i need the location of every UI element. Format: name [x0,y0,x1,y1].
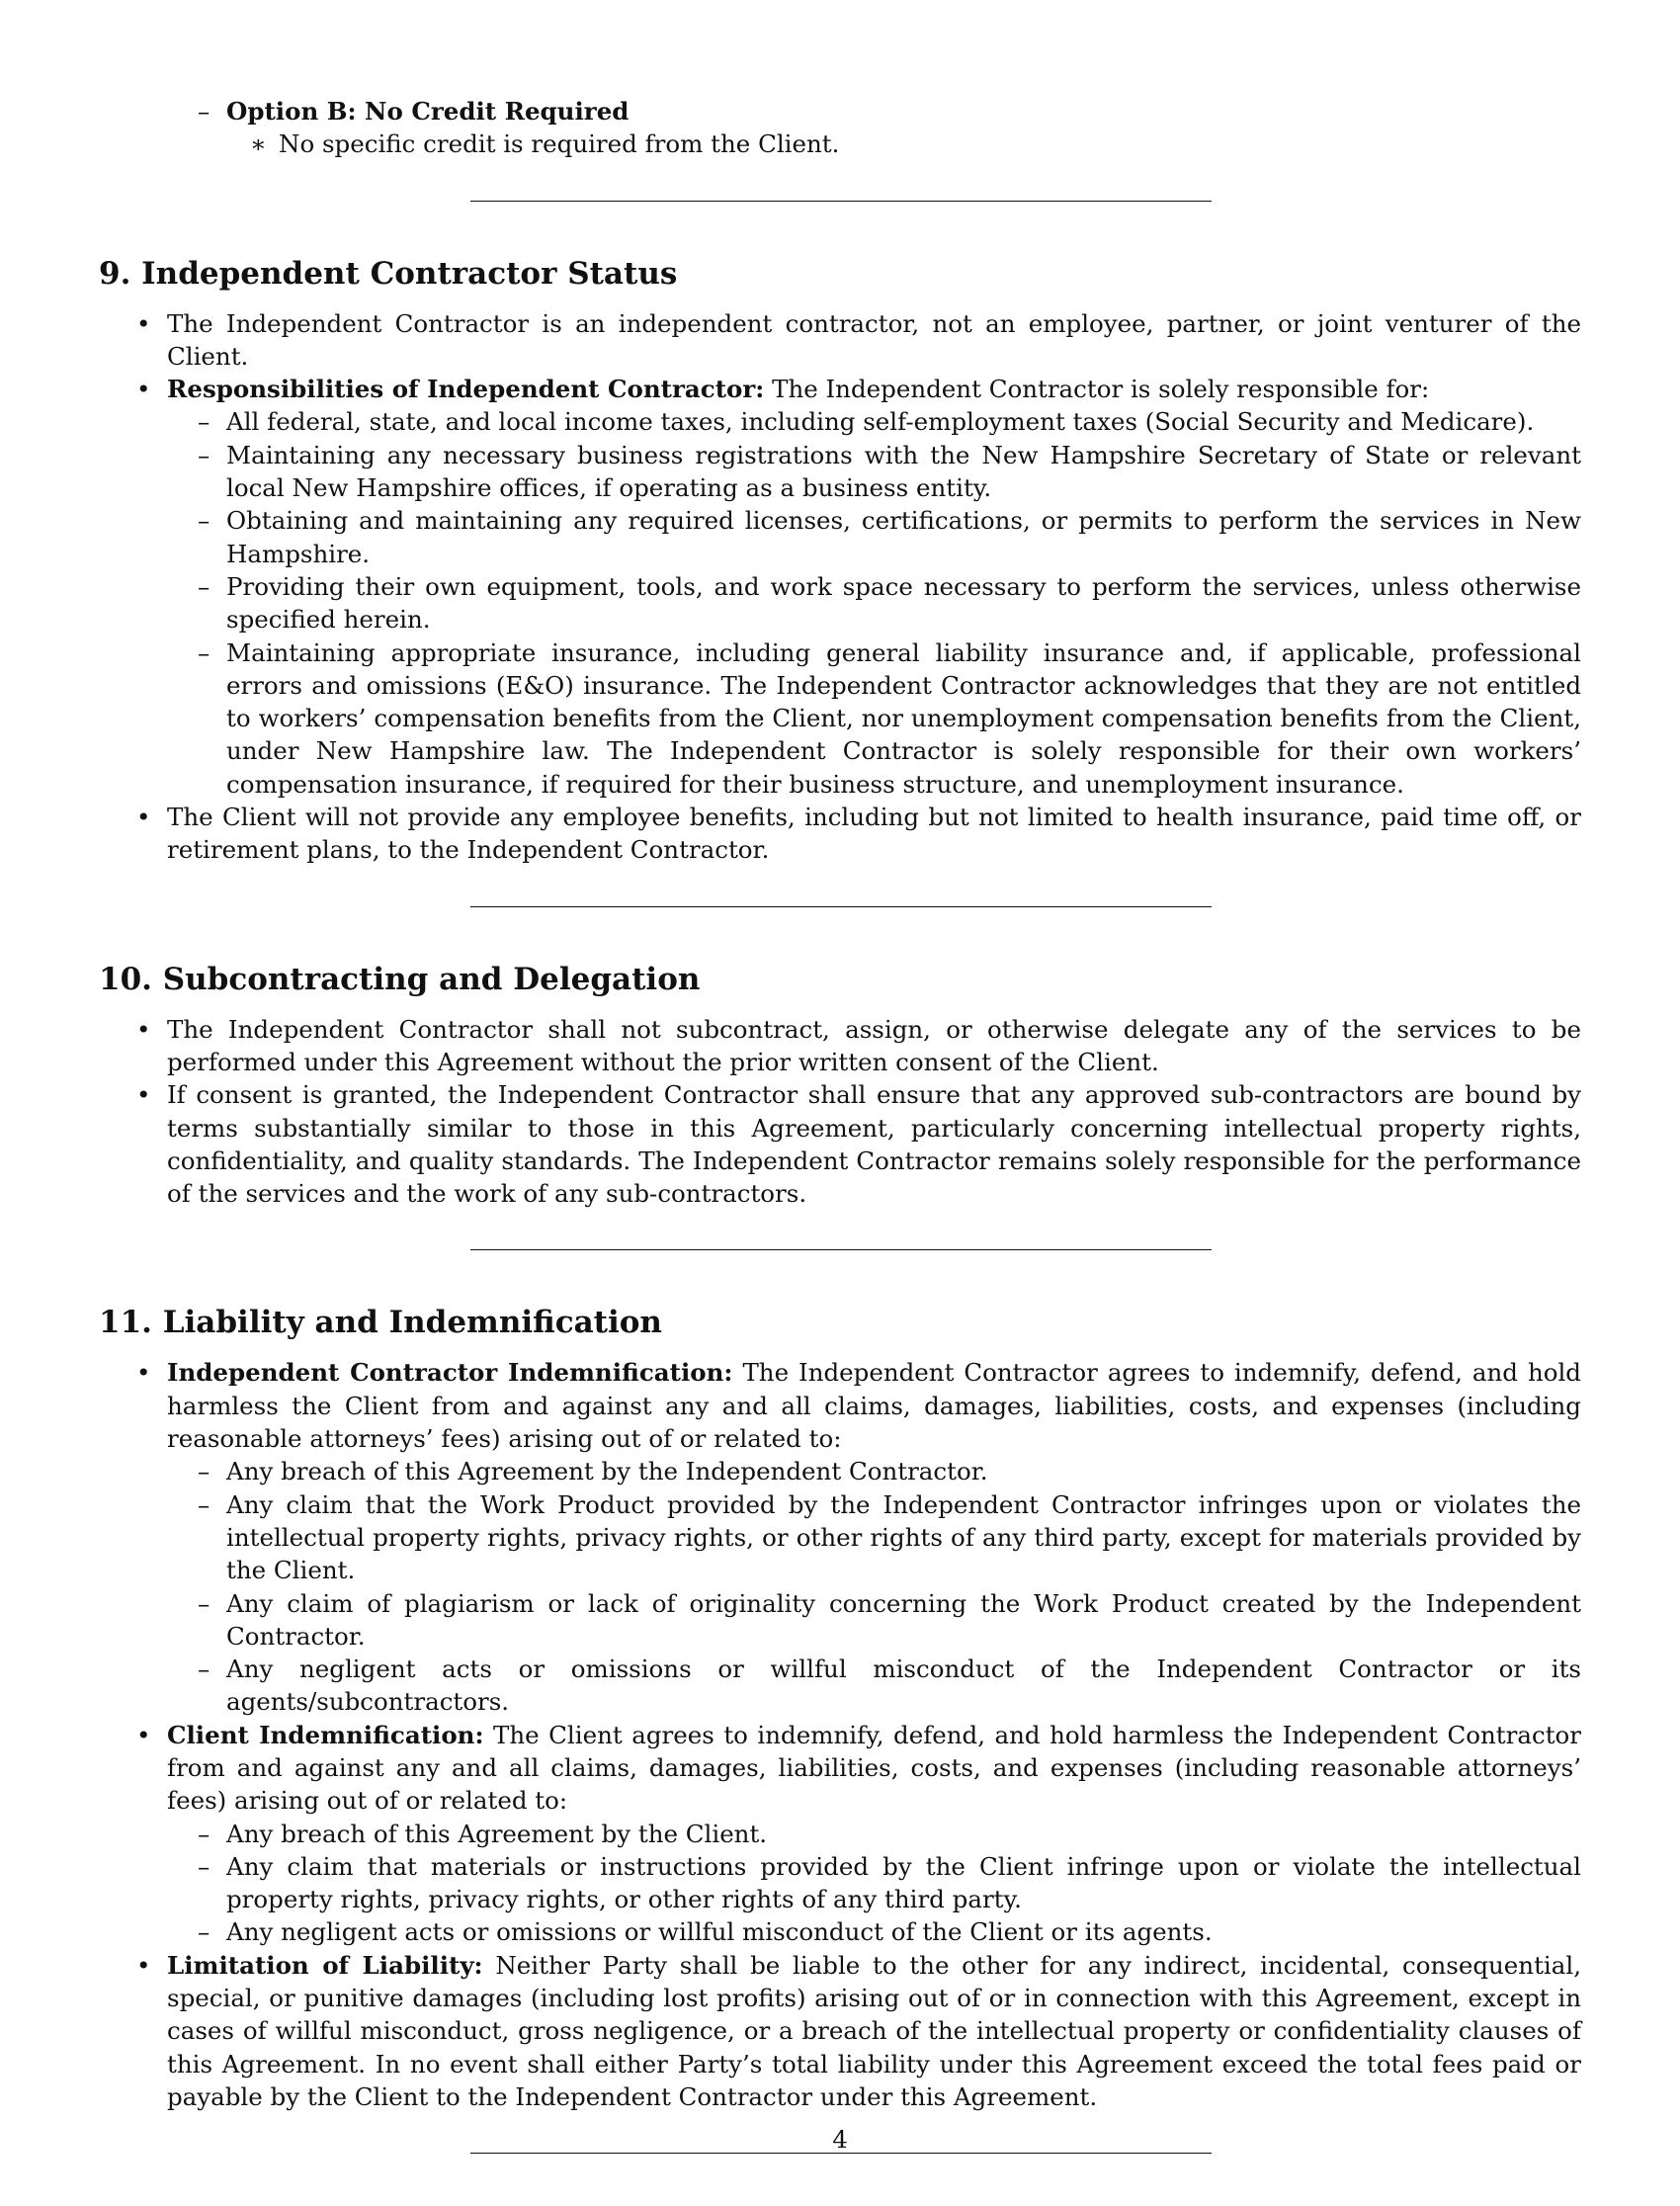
list-item [167,1915,1581,1948]
dash-bullet-icon: – [198,506,210,536]
list-item [167,504,1581,570]
client-indemnification-label: Client Indemnification: [167,1720,484,1749]
list-item [99,307,1581,374]
section-10-bullet-1: The Independent Contractor shall not subcontract, assign, or otherwise delegate any of the services to be performed under this Agreement without the prior written consent of the Client. [167,1014,1581,1076]
section-divider [99,183,1581,222]
ic-indemnification-item: Any claim that the Work Product provided by the Independent Contractor infringes upon or violates the intellectual property rights, privacy rights, or other rights of any third party, except for materials provided by the Client. [226,1489,1581,1585]
list-item [167,1850,1581,1916]
ic-indemnification-label: Independent Contractor Indemnification: [167,1358,733,1388]
section-divider [99,889,1581,928]
client-indemnification-sublist [167,1818,1581,1949]
dash-bullet-icon: – [198,571,210,601]
ic-indemnification-item: Any breach of this Agreement by the Independent Contractor. [226,1457,988,1486]
ic-indemnification-text: The Independent Contractor agrees to indemnify, defend, and hold harmless the Client from and against any and all claims, damages, liabilities, costs, and expenses (including reasonable attorneys’ fees) arising out of or related to: [167,1358,1581,1454]
dash-bullet-icon: – [198,440,210,469]
responsibilities-sublist [167,405,1581,801]
list-item [167,636,1581,801]
bullet-icon: • [136,803,151,832]
bullet-icon: • [136,1720,151,1749]
document-body [99,95,1581,2206]
responsibility-item: Providing their own equipment, tools, and work space necessary to perform the services, unless otherwise specified herein. [226,571,1581,635]
section-10-bullet-2: If consent is granted, the Independent Contractor shall ensure that any approved sub-contractors are bound by terms substantially similar to those in this Agreement, particularly concerning intellectual property rights, confidentiality, and quality standards. The Independent Contractor remains solely responsible for the performance of the services and the work of any sub-contractors. [167,1080,1581,1209]
page-number: 4 [832,2125,848,2154]
client-indemnification-item: Any negligent acts or omissions or willful misconduct of the Client or its agents. [226,1917,1213,1947]
section-9-bullet-3: The Client will not provide any employee benefits, including but not limited to health insurance, paid time off, or retirement plans, to the Independent Contractor. [167,803,1581,865]
list-item [167,1488,1581,1587]
responsibility-item: Obtaining and maintaining any required licenses, certifications, or permits to perform the services in New Hampshire. [226,506,1581,568]
section-9-list [99,307,1581,867]
responsibilities-text: The Independent Contractor is solely responsible for: [764,375,1430,404]
list-item [99,1356,1581,1718]
dash-bullet-icon: – [198,637,210,667]
option-b-sublist [99,127,1581,160]
section-divider [99,1231,1581,1271]
list-item [167,1455,1581,1487]
option-b-text: No specific credit is required from the Client. [279,129,840,159]
dash-bullet-icon: – [198,1654,210,1684]
section-9-title: 9. Independent Contractor Status [99,255,678,292]
ic-indemnification-item: Any negligent acts or omissions or willful misconduct of the Independent Contractor or its agents/subcontractors. [226,1654,1581,1717]
client-indemnification-item: Any breach of this Agreement by the Client. [226,1819,768,1848]
dash-bullet-icon: – [198,407,210,437]
list-item [99,1719,1581,1949]
section-11-title: 11. Liability and Indemnification [99,1305,662,1341]
ic-indemnification-sublist [167,1455,1581,1718]
dash-bullet-icon: – [198,1457,210,1486]
list-item [167,1587,1581,1654]
bullet-icon: • [136,1080,151,1110]
ic-indemnification-item: Any claim of plagiarism or lack of originality concerning the Work Product created by the Independent Contractor. [226,1588,1581,1651]
dash-bullet-icon: – [198,97,210,126]
section-10-title: 10. Subcontracting and Delegation [99,961,701,997]
list-item [167,1653,1581,1719]
limitation-label: Limitation of Liability: [167,1950,483,1980]
list-item [167,439,1581,505]
dash-bullet-icon: – [198,1851,210,1881]
list-item [99,801,1581,867]
responsibilities-label: Responsibilities of Independent Contractor: [167,375,765,404]
option-b-list [99,95,1581,127]
option-b-item [99,95,1581,127]
bullet-icon: • [136,1358,151,1388]
option-b-heading: Option B: No Credit Required [226,97,630,126]
responsibility-item: Maintaining any necessary business registrations with the New Hampshire Secretary of State or relevant local New Hampshire offices, if operating as a business entity. [226,440,1581,503]
list-item [99,1078,1581,1210]
list-item [167,570,1581,636]
bullet-icon: • [136,375,151,404]
section-10-list [99,1013,1581,1211]
list-item [167,405,1581,438]
section-9-bullet-1: The Independent Contractor is an independent contractor, not an employee, partner, or joint venturer of the Client. [167,308,1581,371]
client-indemnification-text: The Client agrees to indemnify, defend, and hold harmless the Independent Contractor from and against any and all claims, damages, liabilities, costs, and expenses (including reasonable attorneys’ fees) arising out of or related to: [167,1720,1581,1816]
list-item [99,373,1581,801]
option-b-subitem [99,127,1581,160]
dash-bullet-icon: – [198,1588,210,1618]
section-11-list [99,1356,1581,2113]
responsibility-item: Maintaining appropriate insurance, including general liability insurance and, if applicable, professional errors and omissions (E&O) insurance. The Independent Contractor acknowledges that they are not entitled to workers’ compensation benefits from the Client, nor unemployment compensation benefits from the Client, under New Hampshire law. The Independent Contractor is solely responsible for their own workers’ compensation insurance, if required for their business structure, and unemployment insurance. [226,637,1581,799]
dash-bullet-icon: – [198,1489,210,1519]
bullet-icon: • [136,1014,151,1044]
client-indemnification-item: Any claim that materials or instructions provided by the Client infringe upon or violate the intellectual property rights, privacy rights, or other rights of any third party. [226,1851,1581,1914]
bullet-icon: • [136,1950,151,1980]
list-item [99,1949,1581,2113]
list-item [99,1013,1581,1079]
dash-bullet-icon: – [198,1819,210,1848]
limitation-text: Neither Party shall be liable to the other for any indirect, incidental, consequential, special, or punitive damages (including lost profits) arising out of or in connection with this Agreement, except in cases of willful misconduct, gross negligence, or a breach of the intellectual property or confidentiality clauses of this Agreement. In no event shall either Party’s total liability under this Agreement exceed the total fees paid or payable by the Client to the Independent Contractor under this Agreement. [167,1950,1581,2111]
responsibility-item: All federal, state, and local income taxes, including self-employment taxes (Social Security and Medicare). [226,407,1535,437]
bullet-icon: • [136,308,151,338]
list-item [167,1818,1581,1850]
dash-bullet-icon: – [198,1917,210,1947]
asterisk-bullet-icon: ∗ [250,129,267,159]
